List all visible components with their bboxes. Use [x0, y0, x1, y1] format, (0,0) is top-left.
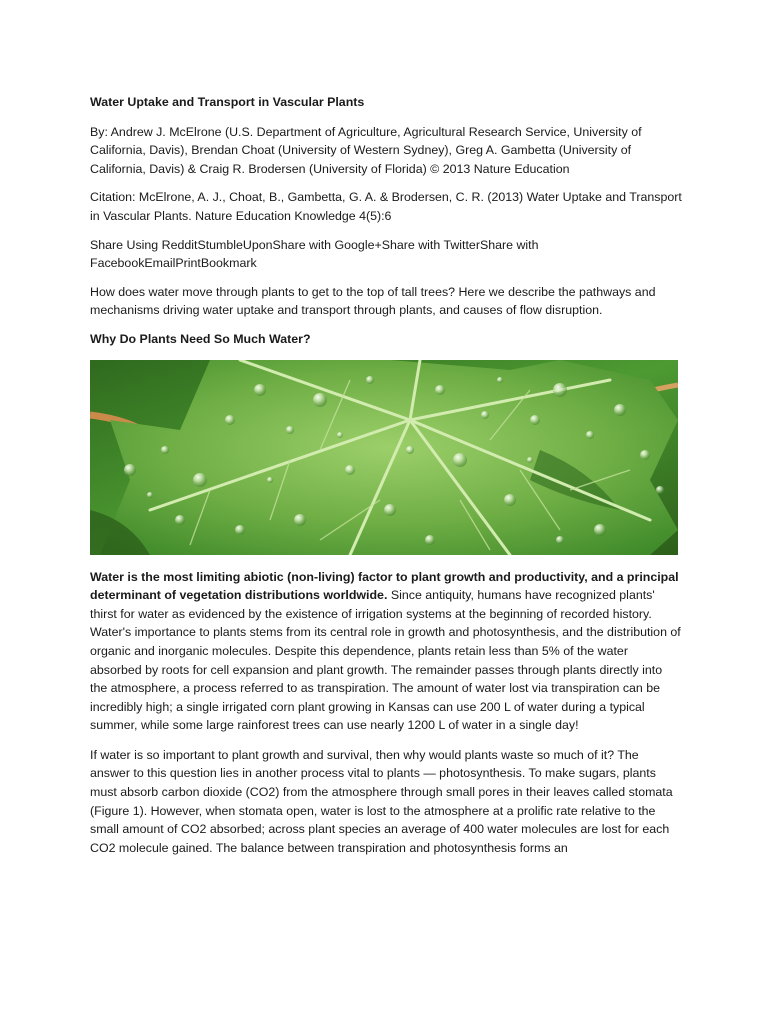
intro-paragraph: How does water move through plants to get to the top of tall trees? Here we describe the pathways and mechanisms driving water uptake and transport through plants, and causes of flow disruption.: [90, 284, 656, 318]
leaf-water-droplets-image: [90, 360, 678, 555]
citation-text: Citation: McElrone, A. J., Choat, B., Gambetta, G. A. & Brodersen, C. R. (2013) Water Uptake and Transport in Vascular Plants. Nature Education Knowledge 4(5):6: [90, 190, 682, 223]
body-paragraph-2: If water is so important to plant growth and survival, then why would plants waste so much of it? The answer to this question lies in another process vital to plants — photosynthesis. To make sugars, plants must absorb carbon dioxide (CO2) from the atmosphere through small pores in their leaves called stomata (Figure 1). However, when stomata open, water is lost to the atmosphere at a prolific rate relative to the small amount of CO2 absorbed; across plant species an average of 400 water molecules are lost for each CO2 molecule gained. The balance between transpiration and photosynthesis forms an: [90, 747, 673, 855]
body-paragraph-1: [90, 568, 682, 735]
paragraph-lead-bold: Water is the most limiting abiotic (non-living) factor to plant growth and productivity, and a principal determinant of vegetation distributions worldwide.: [90, 569, 679, 603]
page-title: Water Uptake and Transport in Vascular Plants: [90, 95, 365, 109]
document-page: [90, 93, 682, 868]
paragraph-1-text: Since antiquity, humans have recognized plants' thirst for water as evidenced by the existence of irrigation systems at the beginning of recorded history. Water's importance to plants stems from its central role in growth and photosynthesis, and the distribution of organic and inorganic molecules. Despite this dependence, plants retain less than 5% of the water absorbed by roots for cell expansion and plant growth. The remainder passes through plants directly into the atmosphere, a process referred to as transpiration. The amount of water lost via transpiration can be incredibly high; a single irrigated corn plant growing in Kansas can use 200 L of water during a typical summer, while some large rainforest trees can use nearly 1200 L of water in a single day!: [90, 588, 681, 733]
section-heading: Why Do Plants Need So Much Water?: [90, 331, 311, 346]
author-byline: By: Andrew J. McElrone (U.S. Department of Agriculture, Agricultural Research Service, University of California, Davis), Brendan Choat (University of Western Sydney), Greg A. Gambetta (University of California, Davis) & Craig R. Brodersen (University of Florida) © 2013 Nature Education: [90, 124, 642, 176]
share-links-text: Share Using RedditStumbleUponShare with Google+Share with TwitterShare with FacebookEmailPrintBookmark: [90, 237, 539, 271]
